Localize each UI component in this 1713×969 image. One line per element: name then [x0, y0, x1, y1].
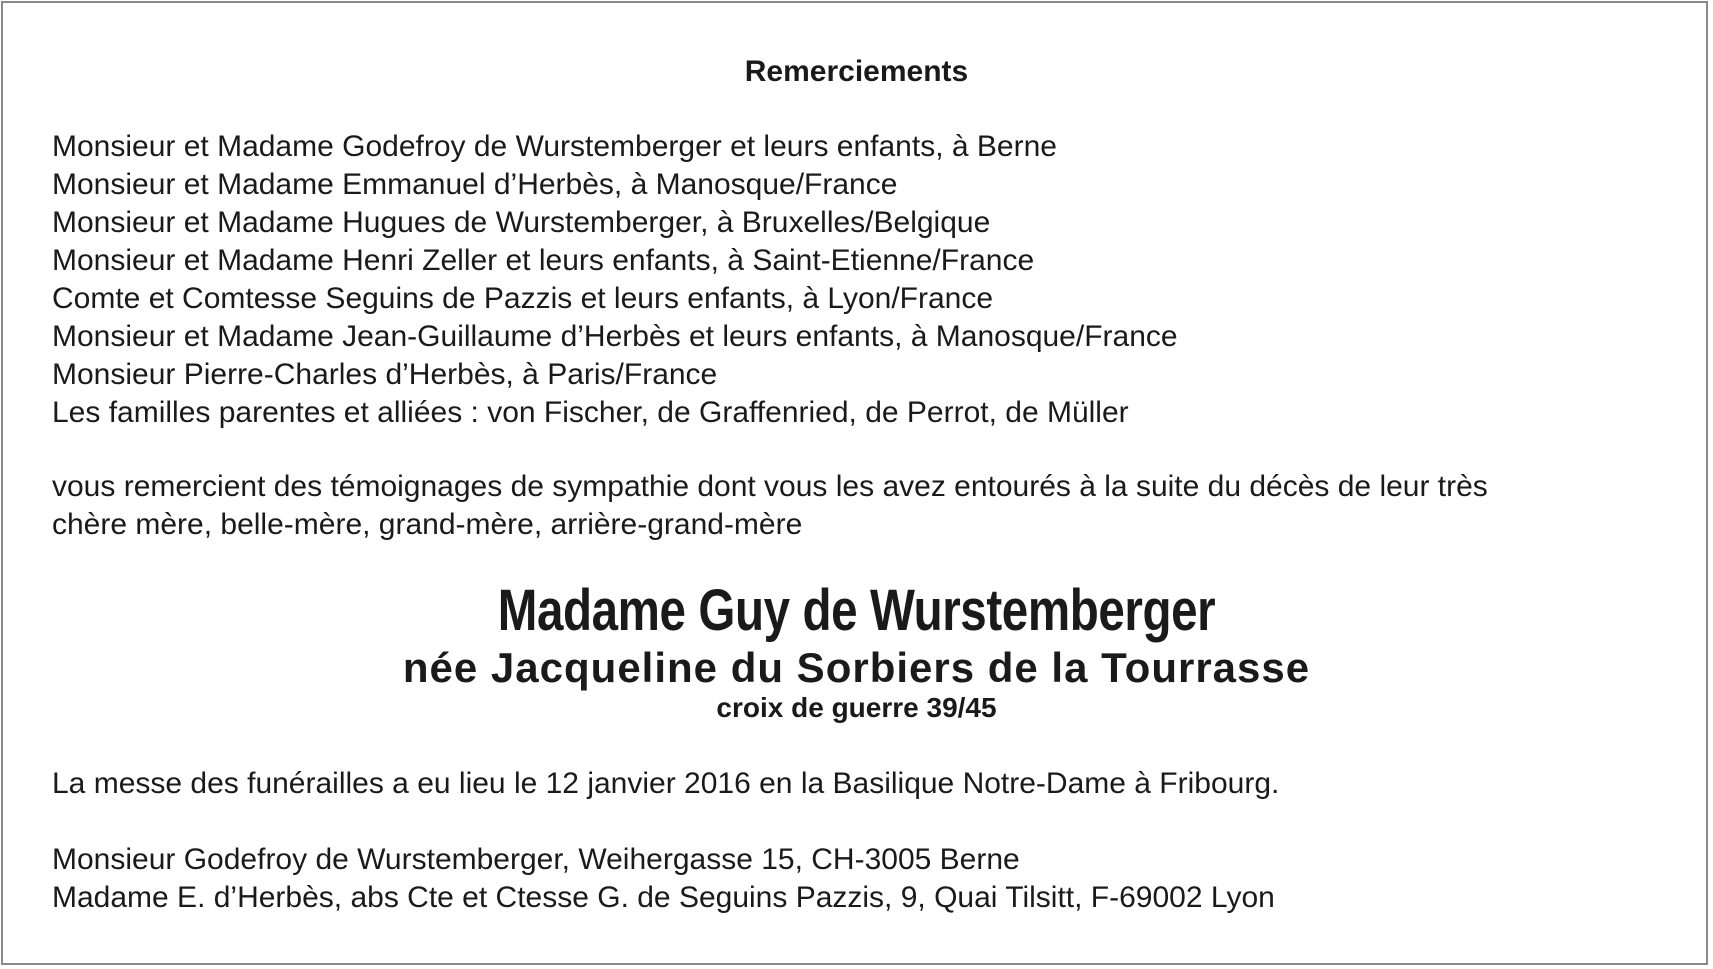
deceased-block [0, 578, 1713, 724]
thanks-paragraph [52, 468, 1488, 544]
deceased-honour: croix de guerre 39/45 [716, 692, 997, 723]
family-line: Comte et Comtesse Seguins de Pazzis et leurs enfants, à Lyon/France [52, 282, 994, 315]
address-line: Madame E. d’Herbès, abs Cte et Ctesse G. de Seguins Pazzis, 9, Quai Tilsitt, F-69002 Lyon [52, 881, 1275, 914]
notice-heading: Remerciements [744, 55, 969, 88]
address-line: Monsieur Godefroy de Wurstemberger, Weihergasse 15, CH-3005 Berne [52, 843, 1020, 876]
funeral-mass-text: La messe des funérailles a eu lieu le 12 janvier 2016 en la Basilique Notre-Dame à Fribourg. [52, 767, 1280, 800]
address-list [52, 841, 1275, 917]
family-line: Monsieur et Madame Henri Zeller et leurs enfants, à Saint-Etienne/France [52, 244, 1035, 277]
family-list [52, 128, 1178, 432]
deceased-name: Madame Guy de Wurstemberger [497, 578, 1216, 643]
family-line: Monsieur et Madame Godefroy de Wurstemberger et leurs enfants, à Berne [52, 130, 1057, 163]
thanks-line: chère mère, belle-mère, grand-mère, arrière-grand-mère [52, 508, 803, 541]
thanks-line: vous remercient des témoignages de sympathie dont vous les avez entourés à la suite du décès de leur très [52, 470, 1488, 503]
deceased-birth-name: née Jacqueline du Sorbiers de la Tourrasse [402, 644, 1311, 691]
family-line: Les familles parentes et alliées : von Fischer, de Graffenried, de Perrot, de Müller [52, 396, 1129, 429]
family-line: Monsieur et Madame Jean-Guillaume d’Herbès et leurs enfants, à Manosque/France [52, 320, 1178, 353]
family-line: Monsieur Pierre-Charles d’Herbès, à Paris/France [52, 358, 718, 391]
family-line: Monsieur et Madame Hugues de Wurstemberger, à Bruxelles/Belgique [52, 206, 991, 239]
family-line: Monsieur et Madame Emmanuel d’Herbès, à Manosque/France [52, 168, 898, 201]
